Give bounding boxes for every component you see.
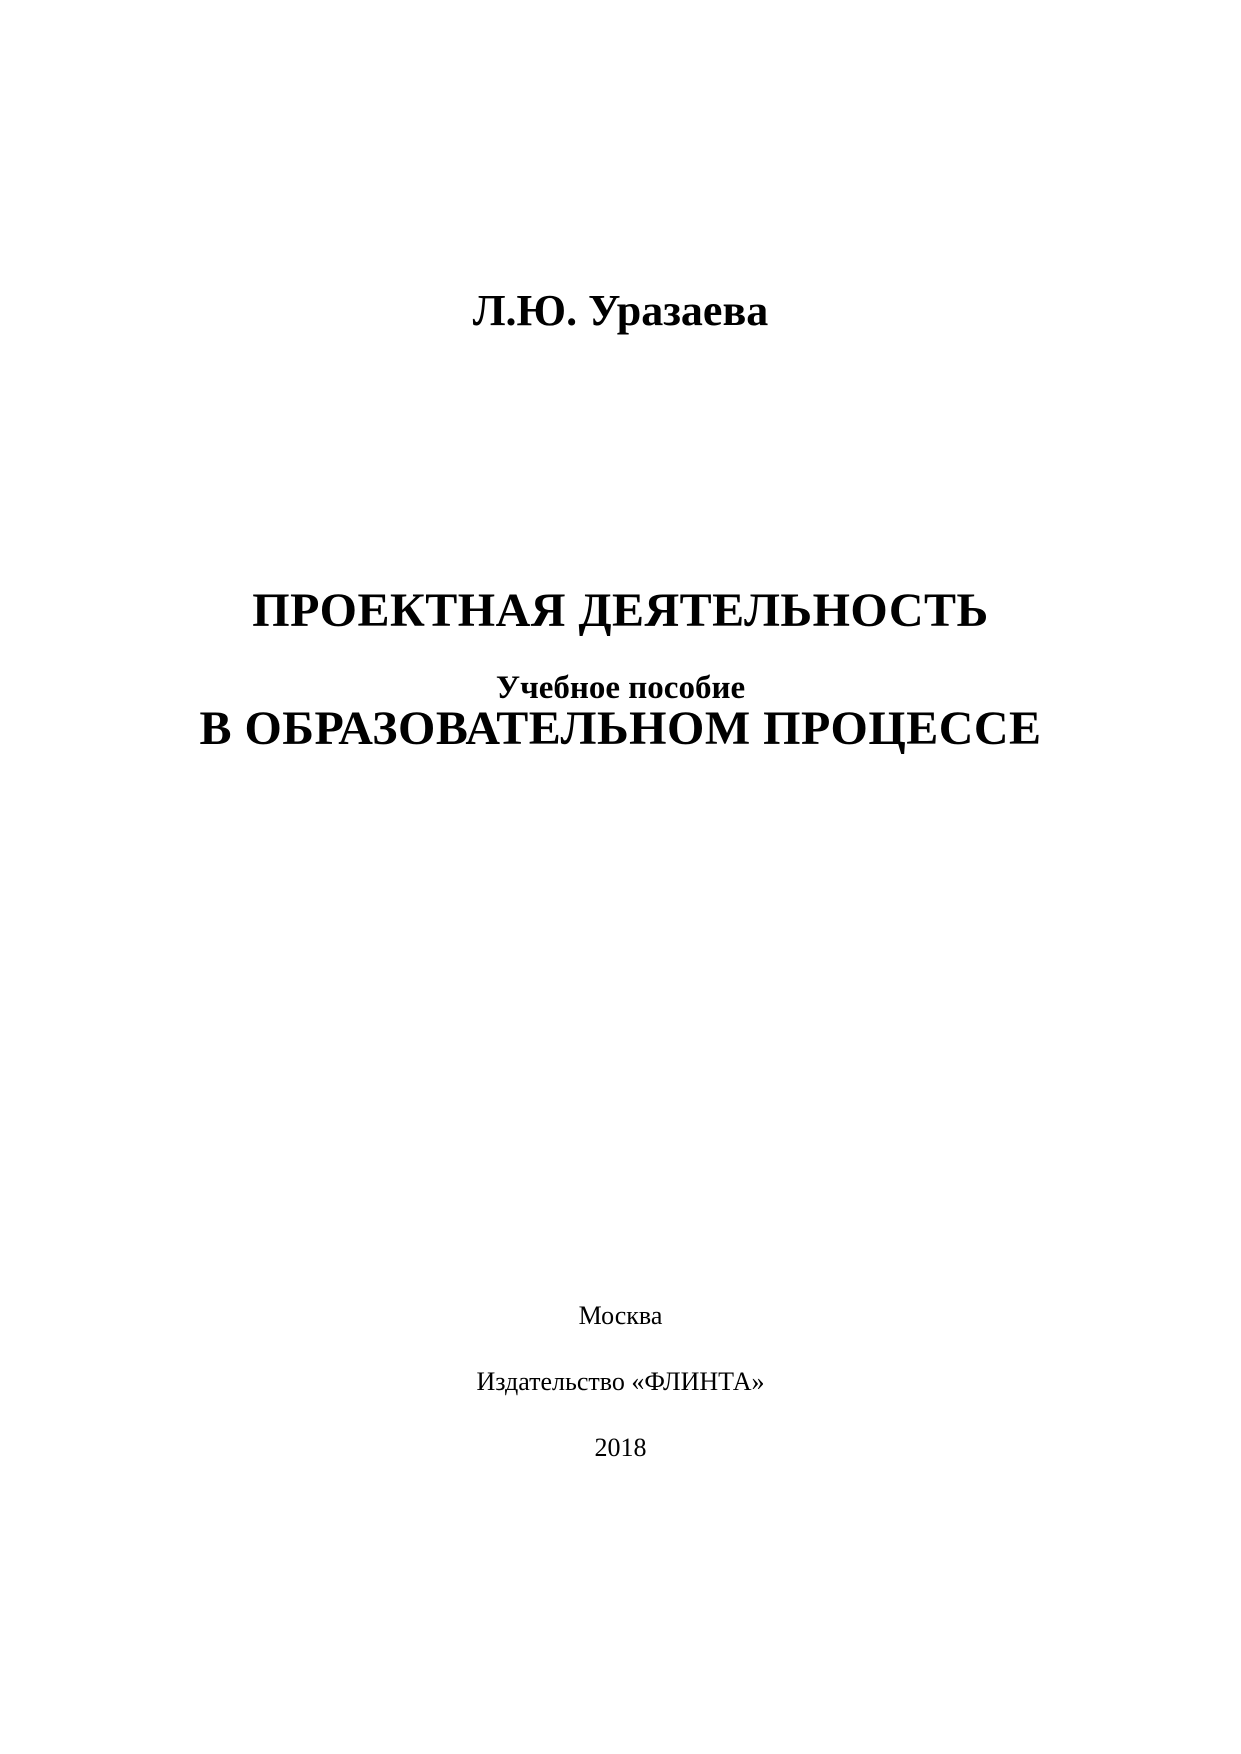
book-title-line-1: ПРОЕКТНАЯ ДЕЯТЕЛЬНОСТЬ	[252, 584, 989, 637]
imprint-year: 2018	[594, 1433, 647, 1462]
imprint-city: Москва	[578, 1301, 663, 1330]
imprint-block	[0, 1266, 1241, 1497]
imprint-publisher: Издательство «ФЛИНТА»	[476, 1367, 765, 1396]
book-subtitle: Учебное пособие	[495, 670, 746, 706]
book-title-line-2: В ОБРАЗОВАТЕЛЬНОМ ПРОЦЕССЕ	[199, 702, 1042, 755]
author-name: Л.Ю. Уразаева	[472, 286, 769, 335]
